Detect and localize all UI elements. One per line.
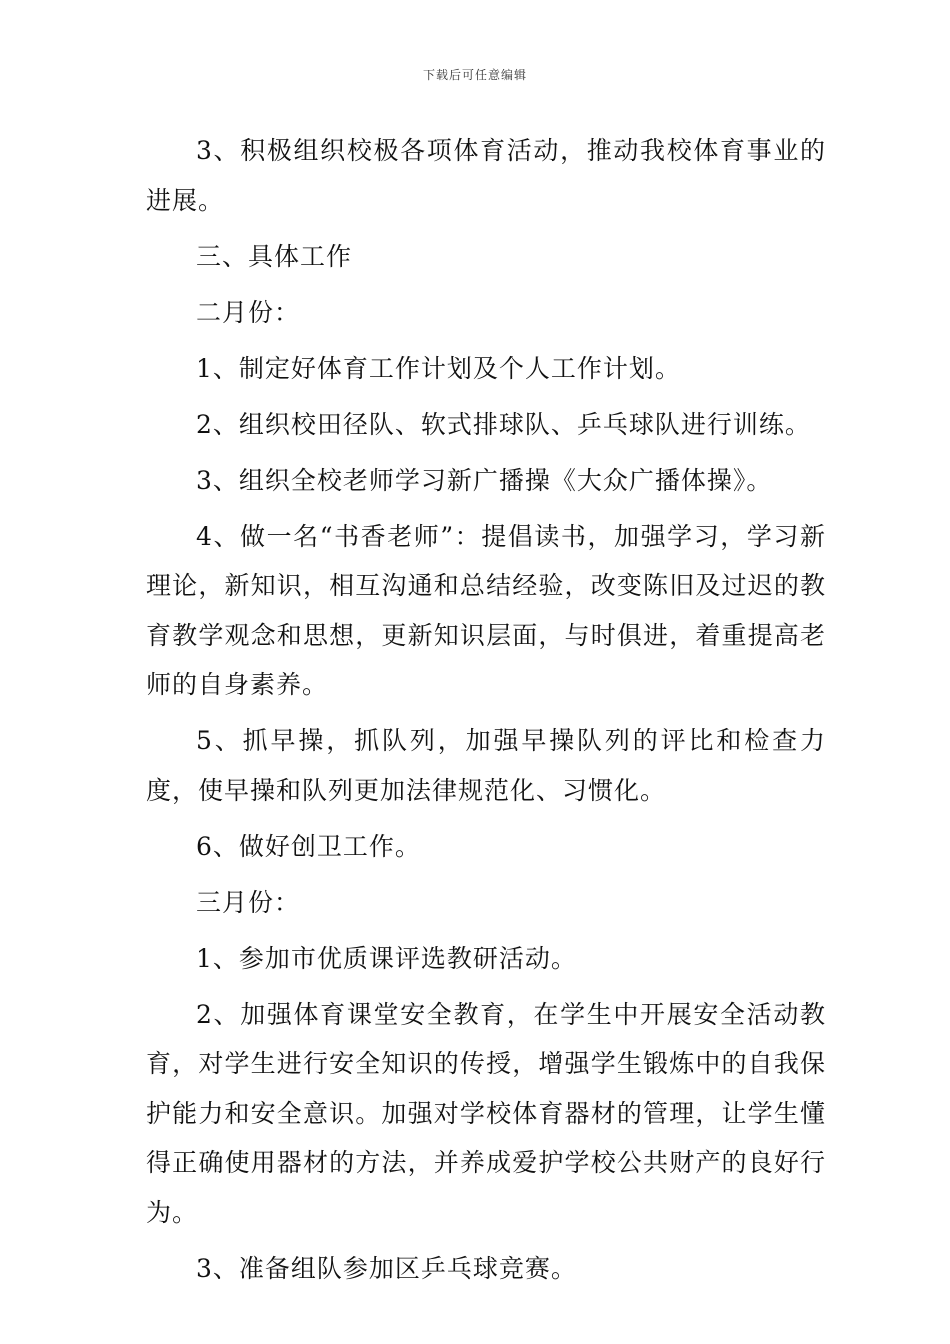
february-item-6: 6、做好创卫工作。 (196, 831, 421, 861)
document-body (146, 126, 826, 1300)
month-heading-february: 二月份： (196, 297, 301, 327)
march-item-1: 1、参加市优质课评选教研活动。 (196, 943, 577, 973)
march-item-3: 3、准备组队参加区乒乓球竞赛。 (196, 1253, 577, 1283)
paragraph-goal-3: 3、积极组织校极各项体育活动，推动我校体育事业的进展。 (146, 136, 826, 215)
february-item-4: 4、做一名“书香老师”：提倡读书，加强学习，学习新理论，新知识，相互沟通和总结经验，改变陈旧及过迟的教育教学观念和思想，更新知识层面，与时俱进，着重提高老师的自身素养。 (146, 521, 826, 699)
section-heading-specific-work: 三、具体工作 (196, 241, 353, 271)
february-item-5: 5、抓早操，抓队列，加强早操队列的评比和检查力度，使早操和队列更加法律规范化、习惯化。 (146, 726, 826, 805)
month-heading-march: 三月份： (196, 887, 301, 917)
february-item-3: 3、组织全校老师学习新广播操《大众广播体操》。 (196, 465, 773, 495)
february-item-1: 1、制定好体育工作计划及个人工作计划。 (196, 353, 681, 383)
march-item-2: 2、加强体育课堂安全教育，在学生中开展安全活动教育，对学生进行安全知识的传授，增强学生锻炼中的自我保护能力和安全意识。加强对学校体育器材的管理，让学生懂得正确使用器材的方法，并养成爱护学校公共财产的良好行为。 (146, 999, 826, 1227)
page-header-note: 下载后可任意编辑 (422, 68, 527, 82)
february-item-2: 2、组织校田径队、软式排球队、乒乓球队进行训练。 (196, 409, 811, 439)
